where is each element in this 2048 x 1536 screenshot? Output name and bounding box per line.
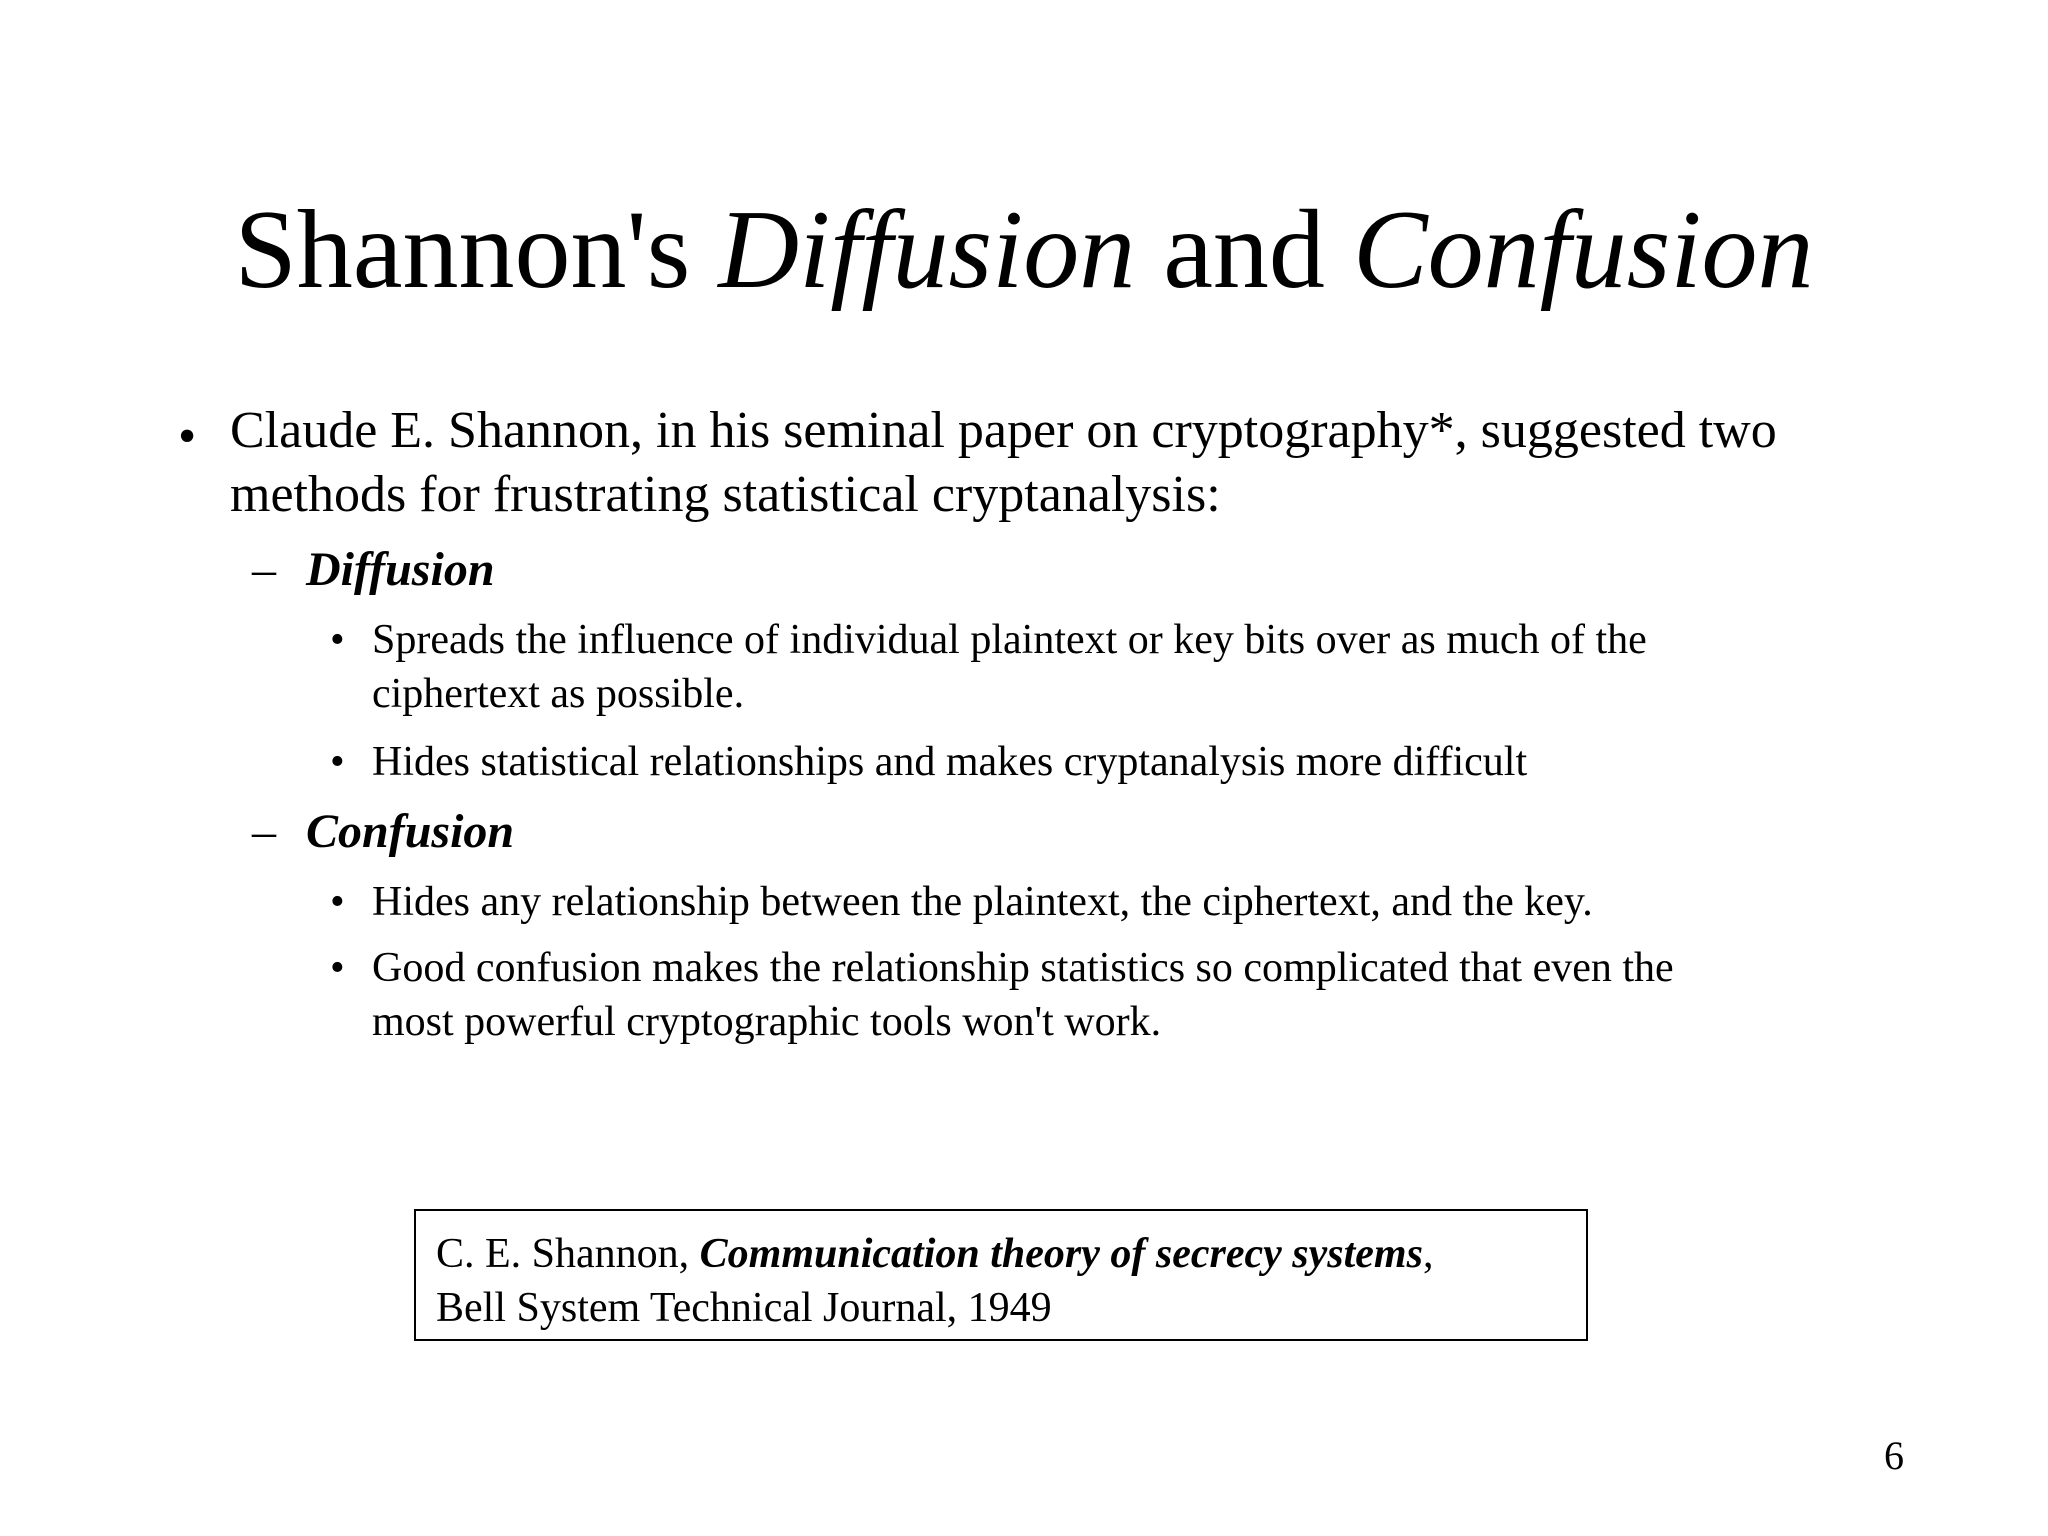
dash-icon: – [252, 543, 276, 596]
citation-comma: , [1422, 1231, 1434, 1277]
title-text-diffusion: Diffusion [718, 188, 1136, 312]
bullet-icon: • [330, 739, 345, 785]
citation-author: C. E. Shannon, [436, 1231, 700, 1277]
bullet-icon: • [330, 617, 345, 663]
dash-icon: – [252, 805, 276, 858]
citation-title: Communication theory of secrecy systems [699, 1231, 1423, 1277]
bullet-icon: • [330, 879, 345, 925]
diffusion-heading: Diffusion [306, 543, 495, 596]
title-text-shannons: Shannon's [234, 188, 719, 312]
title-text-confusion: Confusion [1352, 188, 1814, 312]
citation-journal: Bell System Technical Journal, 1949 [436, 1285, 1052, 1331]
citation-box [414, 1209, 1588, 1341]
citation-line-1 [436, 1227, 1566, 1281]
diffusion-point-1-line-1: Spreads the influence of individual plaintext or key bits over as much of the [372, 617, 1647, 663]
confusion-point-1: Hides any relationship between the plaintext, the ciphertext, and the key. [372, 879, 1593, 925]
bullet-icon: • [178, 408, 197, 465]
bullet-icon: • [330, 945, 345, 991]
confusion-heading: Confusion [306, 805, 515, 858]
intro-line-2: methods for frustrating statistical cryptanalysis: [230, 466, 1221, 523]
page-number: 6 [1884, 1433, 1904, 1478]
diffusion-point-2: Hides statistical relationships and makes cryptanalysis more difficult [372, 739, 1528, 785]
diffusion-point-1-line-2: ciphertext as possible. [372, 671, 745, 717]
confusion-point-2-line-2: most powerful cryptographic tools won't work. [372, 999, 1162, 1045]
slide-title [0, 185, 2048, 315]
intro-line-1: Claude E. Shannon, in his seminal paper on cryptography*, suggested two [230, 402, 1777, 459]
title-text-and: and [1135, 188, 1353, 312]
confusion-point-2-line-1: Good confusion makes the relationship statistics so complicated that even the [372, 945, 1674, 991]
